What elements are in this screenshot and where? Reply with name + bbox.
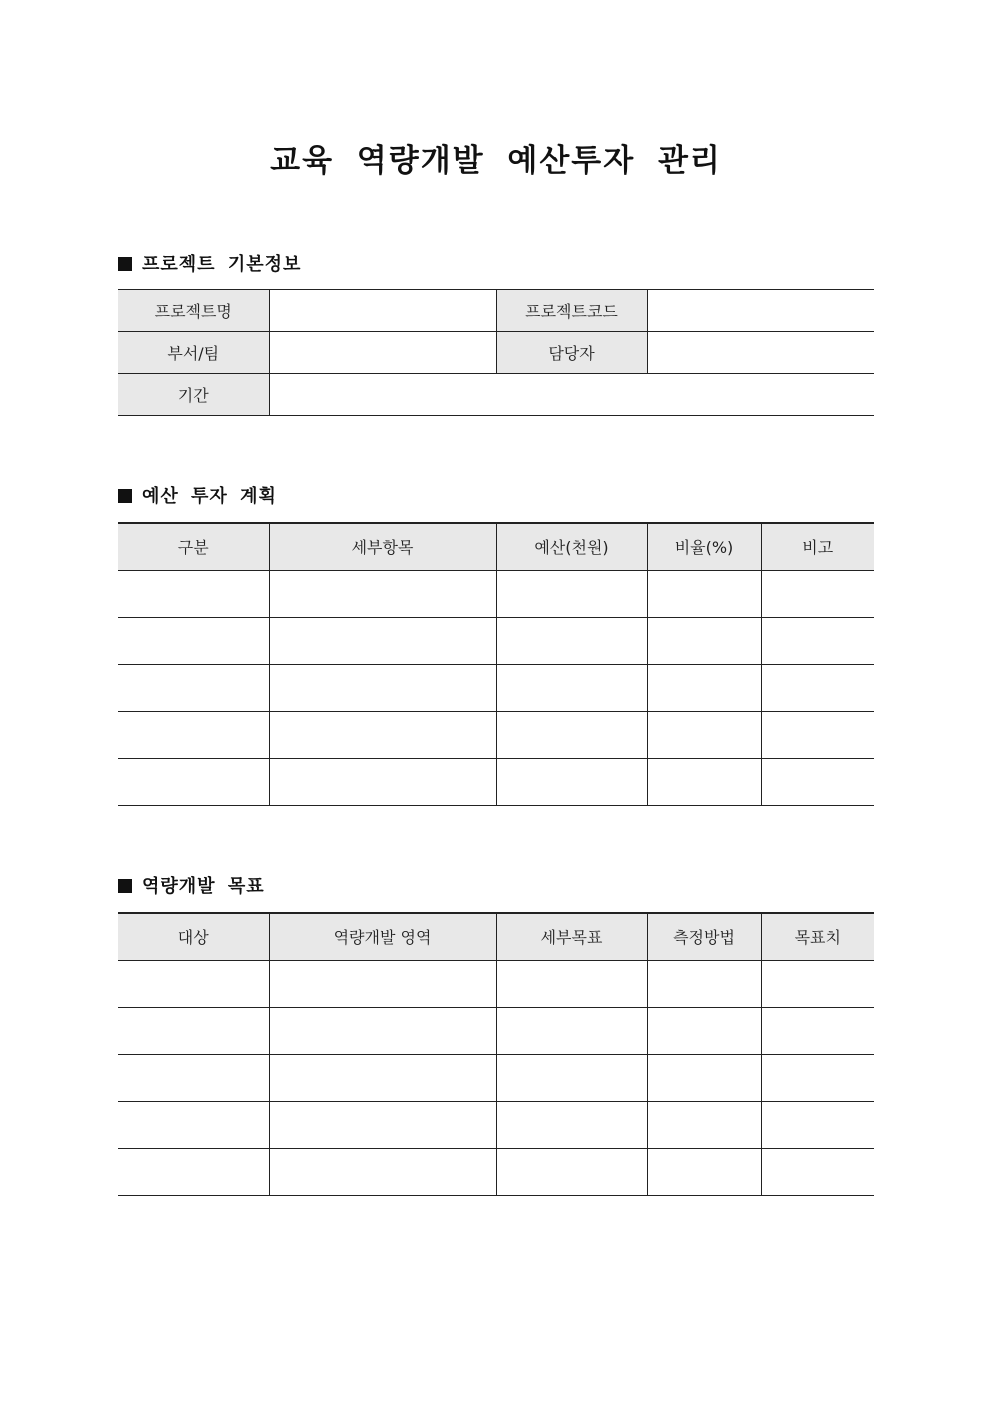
table-cell[interactable] (647, 617, 761, 664)
info-row (118, 290, 874, 332)
table-cell[interactable] (269, 664, 496, 711)
column-header: 구분 (118, 523, 269, 570)
document-title: 교육 역량개발 예산투자 관리 (270, 143, 722, 179)
table-row (118, 711, 874, 758)
project-name-label: 프로젝트명 (118, 290, 269, 332)
table-cell[interactable] (761, 664, 874, 711)
table-cell[interactable] (269, 570, 496, 617)
table-cell[interactable] (647, 758, 761, 805)
table-cell[interactable] (118, 960, 269, 1007)
table-cell[interactable] (118, 664, 269, 711)
section-heading-basic-info (118, 254, 301, 276)
table-cell[interactable] (269, 1148, 496, 1195)
square-bullet-icon (118, 257, 132, 271)
department-field[interactable] (269, 332, 496, 374)
section-heading-text: 예산 투자 계획 (142, 486, 277, 507)
project-code-label: 프로젝트코드 (496, 290, 647, 332)
table-cell[interactable] (118, 617, 269, 664)
table-cell[interactable] (647, 711, 761, 758)
period-field[interactable] (269, 374, 874, 416)
table-cell[interactable] (496, 664, 647, 711)
table-cell[interactable] (647, 570, 761, 617)
table-header-row (118, 913, 874, 960)
column-header: 비고 (761, 523, 874, 570)
info-row (118, 332, 874, 374)
column-header: 목표치 (761, 913, 874, 960)
column-header: 역량개발 영역 (269, 913, 496, 960)
table-cell[interactable] (647, 664, 761, 711)
table-row (118, 1007, 874, 1054)
manager-field[interactable] (647, 332, 874, 374)
table-cell[interactable] (761, 570, 874, 617)
table-cell[interactable] (118, 1101, 269, 1148)
section-heading-budget-plan (118, 486, 277, 508)
table-cell[interactable] (761, 960, 874, 1007)
table-cell[interactable] (496, 617, 647, 664)
table-row (118, 617, 874, 664)
table-cell[interactable] (269, 960, 496, 1007)
table-cell[interactable] (647, 1007, 761, 1054)
table-cell[interactable] (761, 617, 874, 664)
section-heading-development-goals (118, 876, 265, 898)
budget-plan-table (118, 522, 874, 806)
table-header-row (118, 523, 874, 570)
info-row (118, 374, 874, 416)
table-cell[interactable] (647, 1054, 761, 1101)
table-cell[interactable] (761, 758, 874, 805)
table-cell[interactable] (118, 570, 269, 617)
table-cell[interactable] (761, 711, 874, 758)
section-heading-text: 역량개발 목표 (142, 876, 265, 897)
table-cell[interactable] (496, 570, 647, 617)
table-cell[interactable] (118, 1148, 269, 1195)
table-cell[interactable] (118, 1007, 269, 1054)
column-header: 세부목표 (496, 913, 647, 960)
column-header: 측정방법 (647, 913, 761, 960)
column-header: 예산(천원) (496, 523, 647, 570)
manager-label: 담당자 (496, 332, 647, 374)
table-row (118, 1148, 874, 1195)
table-row (118, 570, 874, 617)
table-cell[interactable] (496, 711, 647, 758)
table-cell[interactable] (761, 1054, 874, 1101)
table-cell[interactable] (118, 758, 269, 805)
table-cell[interactable] (269, 1054, 496, 1101)
table-cell[interactable] (647, 960, 761, 1007)
table-cell[interactable] (269, 1007, 496, 1054)
table-row (118, 1101, 874, 1148)
table-cell[interactable] (496, 1007, 647, 1054)
table-cell[interactable] (496, 1101, 647, 1148)
table-cell[interactable] (118, 711, 269, 758)
project-info-table (118, 289, 874, 416)
table-cell[interactable] (647, 1101, 761, 1148)
section-heading-text: 프로젝트 기본정보 (142, 254, 302, 275)
table-cell[interactable] (496, 1054, 647, 1101)
table-cell[interactable] (761, 1148, 874, 1195)
column-header: 세부항목 (269, 523, 496, 570)
table-row (118, 1054, 874, 1101)
department-label: 부서/팀 (118, 332, 269, 374)
column-header: 비율(%) (647, 523, 761, 570)
square-bullet-icon (118, 879, 132, 893)
project-code-field[interactable] (647, 290, 874, 332)
table-cell[interactable] (269, 617, 496, 664)
table-row (118, 960, 874, 1007)
table-cell[interactable] (647, 1148, 761, 1195)
period-label: 기간 (118, 374, 269, 416)
table-cell[interactable] (761, 1101, 874, 1148)
table-cell[interactable] (269, 758, 496, 805)
table-cell[interactable] (118, 1054, 269, 1101)
project-name-field[interactable] (269, 290, 496, 332)
table-cell[interactable] (269, 711, 496, 758)
table-cell[interactable] (269, 1101, 496, 1148)
column-header: 대상 (118, 913, 269, 960)
development-goals-table (118, 912, 874, 1196)
table-cell[interactable] (761, 1007, 874, 1054)
table-cell[interactable] (496, 1148, 647, 1195)
table-cell[interactable] (496, 758, 647, 805)
table-cell[interactable] (496, 960, 647, 1007)
table-row (118, 758, 874, 805)
table-row (118, 664, 874, 711)
square-bullet-icon (118, 489, 132, 503)
